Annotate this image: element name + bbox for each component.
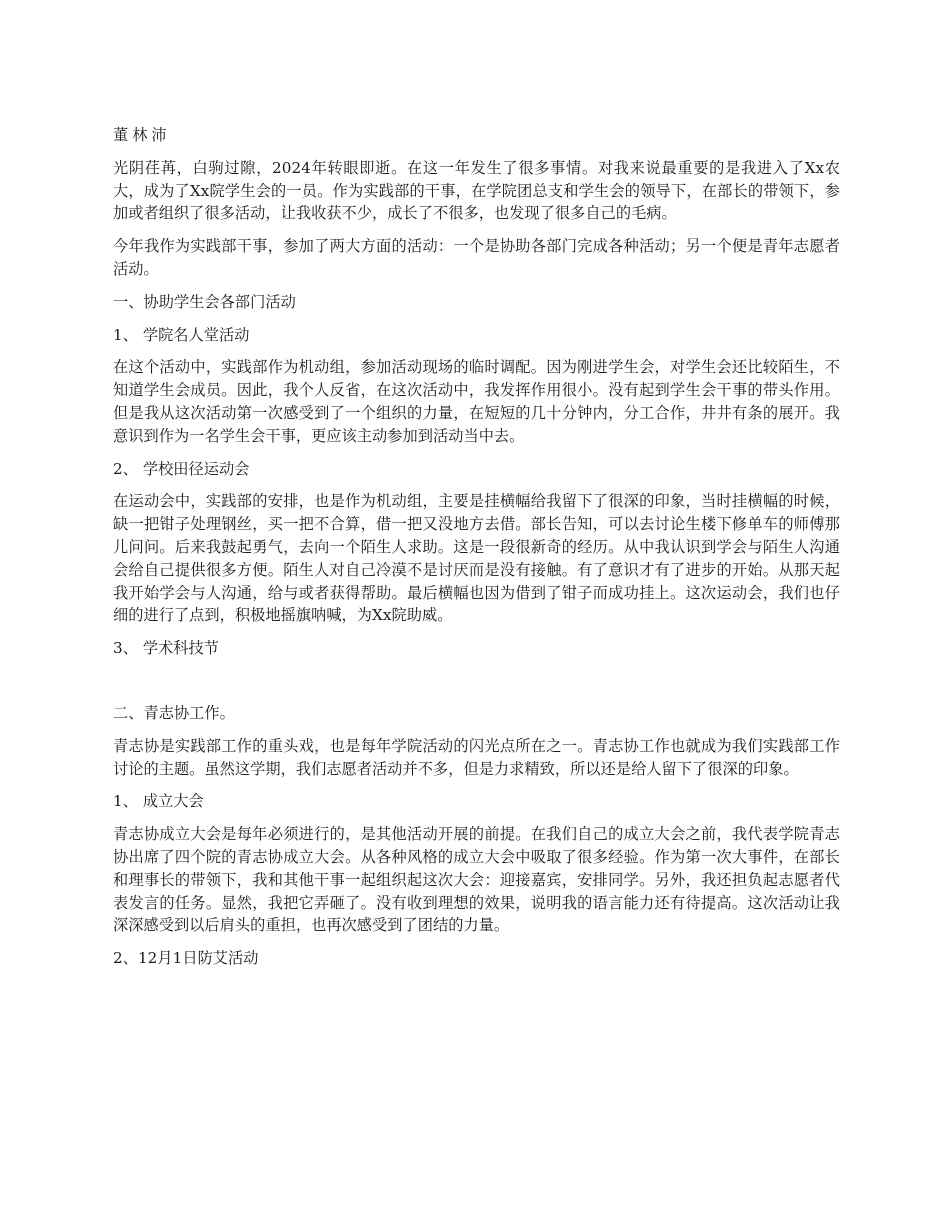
volunteer-paragraph: 青志协是实践部工作的重头戏，也是每年学院活动的闪光点所在之一。青志协工作也就成为我们实践部工作讨论的主题。虽然这学期，我们志愿者活动并不多，但是力求精致，所以还是给人留下了很深的印象。 xyxy=(113,736,840,778)
sports-meet-paragraph: 在运动会中，实践部的安排，也是作为机动组，主要是挂横幅给我留下了很深的印象，当时挂横幅的时候，缺一把钳子处理钢丝，买一把不合算，借一把又没地方去借。部长告知，可以去讨论生楼下修单车的师傅那儿问问。后来我鼓起勇气，去向一个陌生人求助。这是一段很新奇的经历。从中我认识到学会与陌生人沟通会给自己提供很多方便。陌生人对自己冷漠不是讨厌而是没有接触。有了意识才有了进步的开始。从那天起我开始学会与人沟通，给与或者获得帮助。最后横幅也因为借到了钳子而成功挂上。这次运动会，我们也仔细的进行了点到，积极地摇旗呐喊，为Xx院助威。 xyxy=(113,492,840,625)
founding-meeting-paragraph: 青志协成立大会是每年必须进行的，是其他活动开展的前提。在我们自己的成立大会之前，我代表学院青志协出席了四个院的青志协成立大会。从各种风格的成立大会中吸取了很多经验。作为第一次大事件，在部长和理事长的带领下，我和其他干事一起组织起这次大会：迎接嘉宾，安排同学。另外，我还担负起志愿者代表发言的任务。显然，我把它弄砸了。没有收到理想的效果，说明我的语言能力还有待提高。这次活动让我深深感受到以后肩头的重担，也再次感受到了团结的力量。 xyxy=(113,825,840,935)
blank-space xyxy=(113,670,840,702)
section-heading-2: 二、青志协工作。 xyxy=(113,703,235,722)
section-heading-1: 一、协助学生会各部门活动 xyxy=(113,292,296,311)
subheading-hall-of-fame: 1、 学院名人堂活动 xyxy=(113,325,250,344)
intro-paragraph: 光阴荏苒，白驹过隙，2024年转眼即逝。在这一年发生了很多事情。对我来说最重要的是我进入了Xx农大，成为了Xx院学生会的一员。作为实践部的干事，在学院团总支和学生会的领导下，在部长的带领下，参加或者组织了很多活动，让我收获不少，成长了不很多，也发现了很多自己的毛病。 xyxy=(113,158,840,223)
subheading-founding-meeting: 1、 成立大会 xyxy=(113,792,204,811)
hall-of-fame-paragraph: 在这个活动中，实践部作为机动组，参加活动现场的临时调配。因为刚进学生会，对学生会还比较陌生，不知道学生会成员。因此，我个人反省，在这次活动中，我发挥作用很小。没有起到学生会干事的带头作用。但是我从这次活动第一次感受到了一个组织的力量，在短短的几十分钟内，分工合作，井井有条的展开。我意识到作为一名学生会干事，更应该主动参加到活动当中去。 xyxy=(113,358,840,445)
subheading-sports-meet: 2、 学校田径运动会 xyxy=(113,459,250,478)
author-name: 董林沛 xyxy=(113,126,171,144)
subheading-tech-festival: 3、 学术科技节 xyxy=(113,639,220,658)
overview-paragraph: 今年我作为实践部干事，参加了两大方面的活动：一个是协助各部门完成各种活动；另一个便是青年志愿者活动。 xyxy=(113,237,840,278)
subheading-aids-activity: 2、12月1日防艾活动 xyxy=(113,949,259,968)
document-page xyxy=(113,124,840,980)
